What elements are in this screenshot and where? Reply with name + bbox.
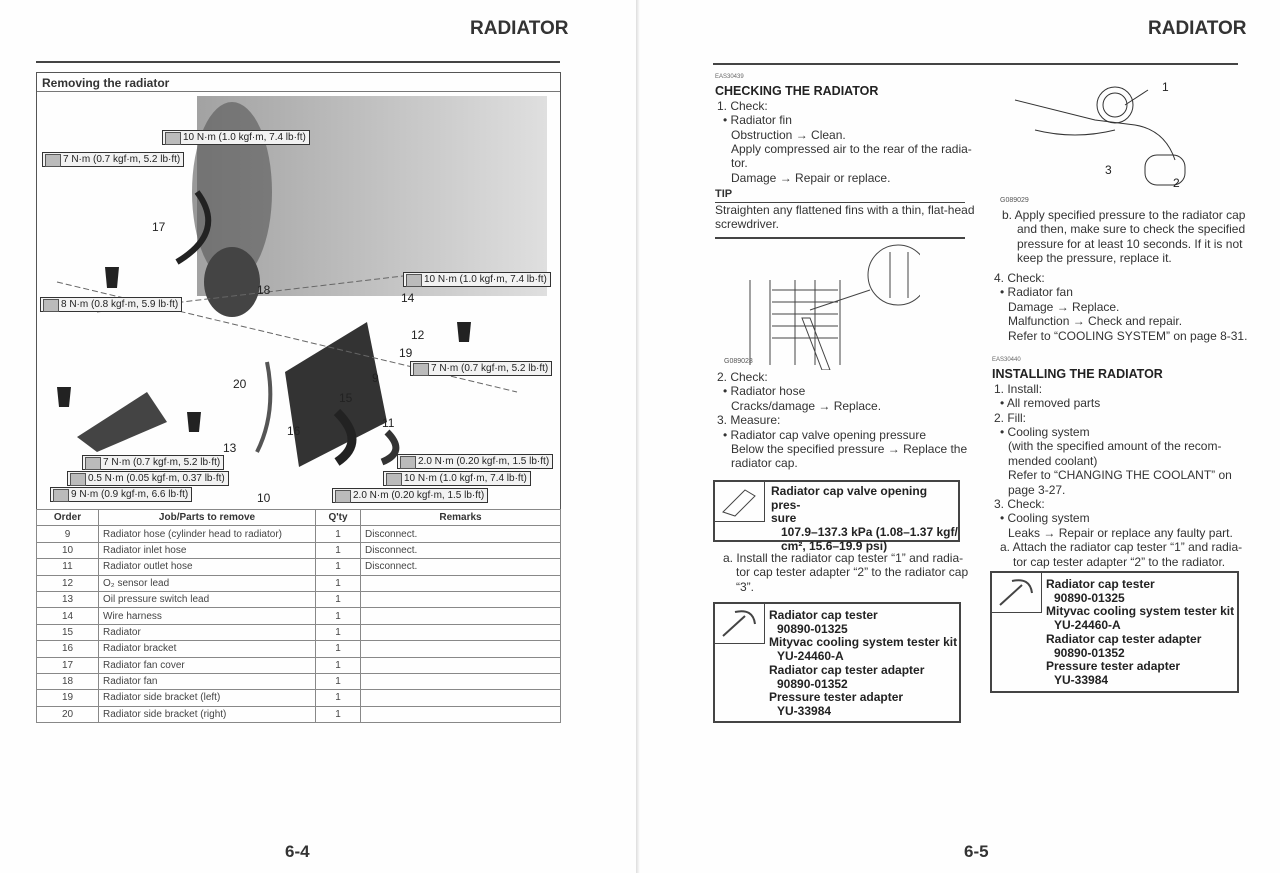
qty-cell: 1 (316, 641, 361, 657)
torque-label: 8 N·m (0.8 kgf·m, 5.9 lb·ft) (40, 297, 182, 312)
text-line: Leaks → Repair or replace any faulty part. (1008, 525, 1233, 540)
parts-table (36, 509, 561, 723)
text-line: 90890-01325 (1054, 590, 1125, 605)
text-line: b. Apply specified pressure to the radiator cap (1002, 208, 1246, 222)
section-title: CHECKING THE RADIATOR (715, 84, 879, 99)
text-line: 90890-01352 (1054, 645, 1125, 660)
text-line: 90890-01352 (777, 676, 848, 691)
remarks-cell (361, 624, 561, 640)
text-line: YU-24460-A (777, 649, 844, 664)
callout-number: 18 (257, 283, 271, 297)
spec-box (713, 480, 960, 553)
page-number: 6-4 (285, 842, 310, 861)
order-cell: 19 (37, 690, 99, 706)
remarks-cell (361, 657, 561, 673)
figure-callout: 2 (1173, 176, 1180, 190)
remarks-cell (361, 673, 561, 689)
qty-cell: 1 (316, 624, 361, 640)
part-cell: Radiator side bracket (left) (99, 690, 316, 706)
page-header: RADIATOR (1148, 18, 1247, 39)
text-line: Damage → Replace. (1008, 299, 1120, 314)
removal-box (36, 72, 561, 723)
remarks-cell (361, 591, 561, 607)
text-line: Radiator cap tester (1046, 577, 1155, 591)
torque-label: 10 N·m (1.0 kgf·m, 7.4 lb·ft) (383, 471, 531, 486)
table-row (37, 559, 561, 575)
remarks-cell (361, 690, 561, 706)
text-line: Refer to “COOLING SYSTEM” on page 8-31. (1008, 328, 1248, 343)
text-line: • Cooling system (1000, 511, 1090, 526)
column-header: Q'ty (316, 510, 361, 526)
text-line: keep the pressure, replace it. (1017, 251, 1172, 266)
table-row (37, 608, 561, 624)
tool-box (713, 602, 961, 723)
callout-number: 19 (399, 346, 413, 360)
text-line: Pressure tester adapter (769, 690, 904, 705)
radiator-fin-figure (740, 240, 920, 370)
callout-number: 12 (411, 328, 425, 342)
torque-label: 2.0 N·m (0.20 kgf·m, 1.5 lb·ft) (397, 454, 553, 469)
spec-value: 107.9–137.3 kPa (1.08–1.37 kgf/ (781, 525, 958, 540)
text-line: Malfunction → Check and repair. (1008, 314, 1183, 329)
text-line: Radiator cap tester adapter (1046, 631, 1202, 646)
part-cell: Radiator hose (cylinder head to radiator) (99, 526, 316, 542)
qty-cell: 1 (316, 575, 361, 591)
torque-label: 10 N·m (1.0 kgf·m, 7.4 lb·ft) (403, 272, 551, 287)
tip-label: TIP (715, 187, 965, 202)
order-cell: 12 (37, 575, 99, 591)
right-page (640, 0, 1280, 873)
text-line: Damage → Repair or replace. (731, 170, 891, 185)
part-cell: Radiator side bracket (right) (99, 706, 316, 722)
qty-cell: 1 (316, 542, 361, 558)
text-line: Pressure tester adapter (1046, 659, 1181, 674)
step-b (1002, 208, 1245, 266)
order-cell: 11 (37, 559, 99, 575)
order-cell: 9 (37, 526, 99, 542)
figure-callout: 1 (1162, 80, 1169, 94)
table-row (37, 624, 561, 640)
torque-label: 2.0 N·m (0.20 kgf·m, 1.5 lb·ft) (332, 488, 488, 503)
text-line: • Radiator fin (723, 113, 792, 128)
figure-code: G089029 (1000, 197, 1029, 204)
spec-value: cm², 15.6–19.9 psi) (781, 538, 888, 553)
order-cell: 18 (37, 673, 99, 689)
order-cell: 15 (37, 624, 99, 640)
remarks-cell (361, 608, 561, 624)
qty-cell: 1 (316, 591, 361, 607)
text-line: Straighten any flattened fins with a thin, flat-head (715, 202, 975, 217)
wrench-icon (715, 604, 765, 644)
header-rule (713, 63, 1238, 65)
text-line: radiator cap. (731, 456, 798, 471)
torque-label: 0.5 N·m (0.05 kgf·m, 0.37 lb·ft) (67, 471, 229, 486)
remarks-cell: Disconnect. (361, 526, 561, 542)
text-line: Mityvac cooling system tester kit (769, 635, 958, 650)
qty-cell: 1 (316, 673, 361, 689)
section-title: INSTALLING THE RADIATOR (992, 367, 1163, 382)
part-cell: Radiator inlet hose (99, 542, 316, 558)
qty-cell: 1 (316, 690, 361, 706)
header-rule (36, 61, 560, 63)
torque-label: 7 N·m (0.7 kgf·m, 5.2 lb·ft) (42, 152, 184, 167)
text-line: Radiator cap tester (769, 608, 878, 622)
part-cell: Oil pressure switch lead (99, 591, 316, 607)
callout-number: 13 (223, 441, 237, 455)
text-line: • Radiator fan (1000, 285, 1073, 300)
part-cell: O₂ sensor lead (99, 575, 316, 591)
column-header: Order (37, 510, 99, 526)
text-line: 4. Check: (994, 271, 1045, 285)
callout-number: 20 (233, 377, 247, 391)
table-row (37, 542, 561, 558)
part-cell: Radiator bracket (99, 641, 316, 657)
text-line: tor cap tester adapter “2” to the radiator cap (736, 565, 969, 580)
callout-number: 16 (287, 424, 301, 438)
table-row (37, 673, 561, 689)
wrench-icon (992, 573, 1042, 613)
text-line: pressure for at least 10 seconds. If it is not (1017, 236, 1243, 251)
text-line: YU-24460-A (1054, 618, 1121, 633)
part-cell: Radiator outlet hose (99, 559, 316, 575)
measure-section (715, 370, 967, 471)
callout-number: 15 (339, 391, 353, 405)
text-line: • Cooling system (1000, 425, 1090, 440)
part-cell: Radiator fan cover (99, 657, 316, 673)
torque-label: 7 N·m (0.7 kgf·m, 5.2 lb·ft) (410, 361, 552, 376)
qty-cell: 1 (316, 706, 361, 722)
table-row (37, 706, 561, 722)
text-line: YU-33984 (777, 703, 832, 718)
callout-number: 9 (372, 371, 379, 385)
order-cell: 17 (37, 657, 99, 673)
order-cell: 13 (37, 591, 99, 607)
spec-name: sure (771, 511, 797, 526)
installing-section (992, 353, 1252, 569)
diagram-title: Removing the radiator (42, 76, 170, 90)
table-header-row (37, 510, 561, 526)
text-line: Obstruction → Clean. (731, 127, 846, 142)
text-line: 1. Install: (994, 381, 1043, 396)
text-line: screwdriver. (715, 217, 780, 232)
column-header: Remarks (361, 510, 561, 526)
table-row (37, 641, 561, 657)
qty-cell: 1 (316, 559, 361, 575)
text-line: • All removed parts (1000, 396, 1101, 411)
figure-callout: 3 (1105, 163, 1112, 177)
remarks-cell (361, 575, 561, 591)
column-header: Job/Parts to remove (99, 510, 316, 526)
callout-number: 17 (152, 220, 166, 234)
callout-number: 14 (401, 291, 415, 305)
remarks-cell: Disconnect. (361, 542, 561, 558)
text-line: Below the specified pressure → Replace the (731, 442, 968, 457)
text-line: a. Install the radiator cap tester “1” and radia- (723, 551, 964, 565)
text-line: tor cap tester adapter “2” to the radiator. (1013, 554, 1226, 569)
text-line: 3. Measure: (717, 413, 781, 428)
text-line: • Radiator cap valve opening pressure (723, 427, 926, 442)
text-line: 90890-01325 (777, 621, 848, 636)
page-number: 6-5 (964, 842, 989, 861)
table-row (37, 575, 561, 591)
text-line: 1. Check: (717, 98, 768, 113)
text-line: mended coolant) (1008, 453, 1098, 468)
order-cell: 14 (37, 608, 99, 624)
table-row (37, 591, 561, 607)
table-row (37, 657, 561, 673)
step-a (723, 551, 968, 594)
remarks-cell (361, 641, 561, 657)
spec-name: Radiator cap valve opening pres- (771, 484, 928, 512)
text-line: Apply compressed air to the rear of the radia- (731, 142, 972, 157)
text-line: (with the specified amount of the recom- (1008, 439, 1222, 454)
text-line: 2. Fill: (994, 410, 1027, 425)
caliper-icon (715, 482, 765, 522)
left-page (0, 0, 636, 873)
fan-check (992, 271, 1247, 343)
part-cell: Radiator fan (99, 673, 316, 689)
order-cell: 16 (37, 641, 99, 657)
part-cell: Wire harness (99, 608, 316, 624)
checking-section (715, 70, 975, 239)
order-cell: 20 (37, 706, 99, 722)
remarks-cell (361, 706, 561, 722)
text-line: Radiator cap tester adapter (769, 662, 925, 677)
text-line: 3. Check: (994, 497, 1045, 512)
text-line: tor. (731, 156, 748, 171)
torque-label: 10 N·m (1.0 kgf·m, 7.4 lb·ft) (162, 130, 310, 145)
table-row (37, 526, 561, 542)
text-line: a. Attach the radiator cap tester “1” and radia- (1000, 540, 1243, 555)
text-line: 2. Check: (717, 370, 768, 384)
cap-tester-figure (995, 70, 1245, 195)
text-line: page 3-27. (1008, 482, 1066, 497)
callout-number: 10 (257, 491, 271, 505)
page-header: RADIATOR (470, 18, 569, 39)
figure-code: G089028 (724, 358, 753, 365)
torque-label: 7 N·m (0.7 kgf·m, 5.2 lb·ft) (82, 455, 224, 470)
remarks-cell: Disconnect. (361, 559, 561, 575)
part-cell: Radiator (99, 624, 316, 640)
qty-cell: 1 (316, 608, 361, 624)
table-row (37, 690, 561, 706)
torque-label: 9 N·m (0.9 kgf·m, 6.6 lb·ft) (50, 487, 192, 502)
text-line: YU-33984 (1054, 672, 1109, 687)
text-line: • Radiator hose (723, 384, 806, 399)
qty-cell: 1 (316, 657, 361, 673)
text-line: and then, make sure to check the specified (1017, 222, 1246, 237)
tool-box (990, 571, 1239, 693)
section-code: EAS30440 (992, 357, 1021, 363)
text-line: Refer to “CHANGING THE COOLANT” on (1008, 468, 1232, 483)
order-cell: 10 (37, 542, 99, 558)
qty-cell: 1 (316, 526, 361, 542)
text-line: Cracks/damage → Replace. (731, 398, 882, 413)
text-line: Mityvac cooling system tester kit (1046, 604, 1235, 619)
section-code: EAS30439 (715, 74, 744, 80)
text-line: “3”. (736, 579, 754, 594)
callout-number: 11 (382, 416, 395, 430)
